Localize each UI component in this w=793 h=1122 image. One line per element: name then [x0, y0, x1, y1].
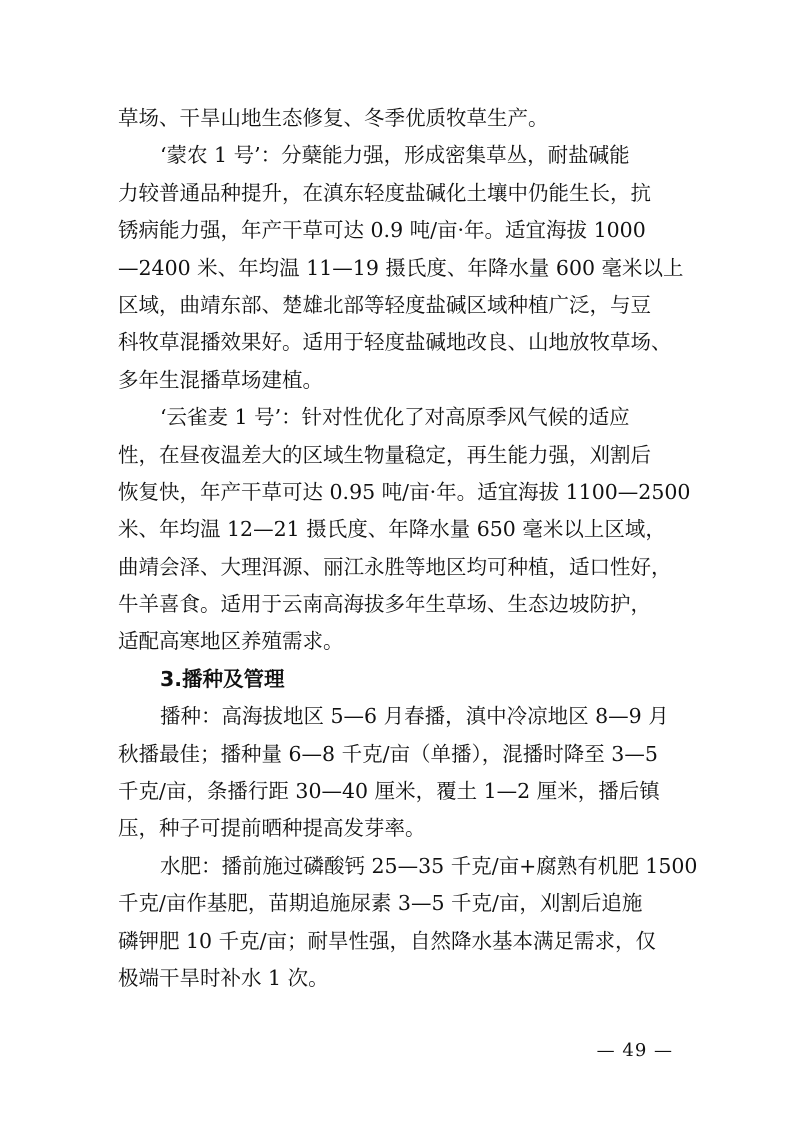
text-line: 水肥：播前施过磷酸钙 25—35 千克/亩+腐熟有机肥 1500 [160, 853, 698, 878]
section-heading: 3.播种及管理 [160, 666, 285, 691]
text-line: 极端干旱时补水 1 次。 [118, 965, 329, 990]
text-line: 力较普通品种提升，在滇东轻度盐碱化土壤中仍能生长，抗 [118, 180, 651, 205]
text-line: 曲靖会泽、大理洱源、丽江永胜等地区均可种植，适口性好， [118, 554, 672, 579]
body-text [118, 100, 698, 997]
text-line: 恢复快，年产干草可达 0.95 吨/亩·年。适宜海拔 1100—2500 [118, 479, 691, 504]
text-line: 千克/亩，条播行距 30—40 厘米，覆土 1—2 厘米，播后镇 [118, 779, 660, 804]
text-line: 压，种子可提前晒种提高发芽率。 [118, 816, 426, 841]
text-line: 播种：高海拔地区 5—6 月春播，滇中冷凉地区 8—9 月 [160, 704, 669, 729]
text-line: 千克/亩作基肥，苗期追施尿素 3—5 千克/亩，刈割后追施 [118, 891, 643, 916]
text-line: —2400 米、年均温 11—19 摄氏度、年降水量 600 毫米以上 [118, 255, 684, 280]
text-line: ‘蒙农 1 号’：分蘖能力强，形成密集草丛，耐盐碱能 [160, 143, 630, 168]
text-line: 磷钾肥 10 千克/亩；耐旱性强，自然降水基本满足需求，仅 [118, 928, 657, 953]
text-line: ‘云雀麦 1 号’：针对性优化了对高原季风气候的适应 [160, 405, 630, 430]
text-line: 适配高寒地区养殖需求。 [118, 629, 344, 654]
text-line: 牛羊喜食。适用于云南高海拔多年生草场、生态边坡防护， [118, 592, 651, 617]
text-line: 秋播最佳；播种量 6—8 千克/亩（单播），混播时降至 3—5 [118, 741, 658, 766]
text-line: 性，在昼夜温差大的区域生物量稳定，再生能力强，刈割后 [118, 442, 651, 467]
text-line: 科牧草混播效果好。适用于轻度盐碱地改良、山地放牧草场、 [118, 330, 672, 355]
page-number: — 49 — [596, 1040, 673, 1061]
text-line: 草场、干旱山地生态修复、冬季优质牧草生产。 [118, 106, 549, 130]
text-line: 多年生混播草场建植。 [118, 367, 323, 392]
text-line: 锈病能力强，年产干草可达 0.9 吨/亩·年。适宜海拔 1000 [118, 218, 646, 243]
text-line: 区域，曲靖东部、楚雄北部等轻度盐碱区域种植广泛，与豆 [118, 292, 651, 317]
text-line: 米、年均温 12—21 摄氏度、年降水量 650 毫米以上区域， [118, 517, 666, 542]
